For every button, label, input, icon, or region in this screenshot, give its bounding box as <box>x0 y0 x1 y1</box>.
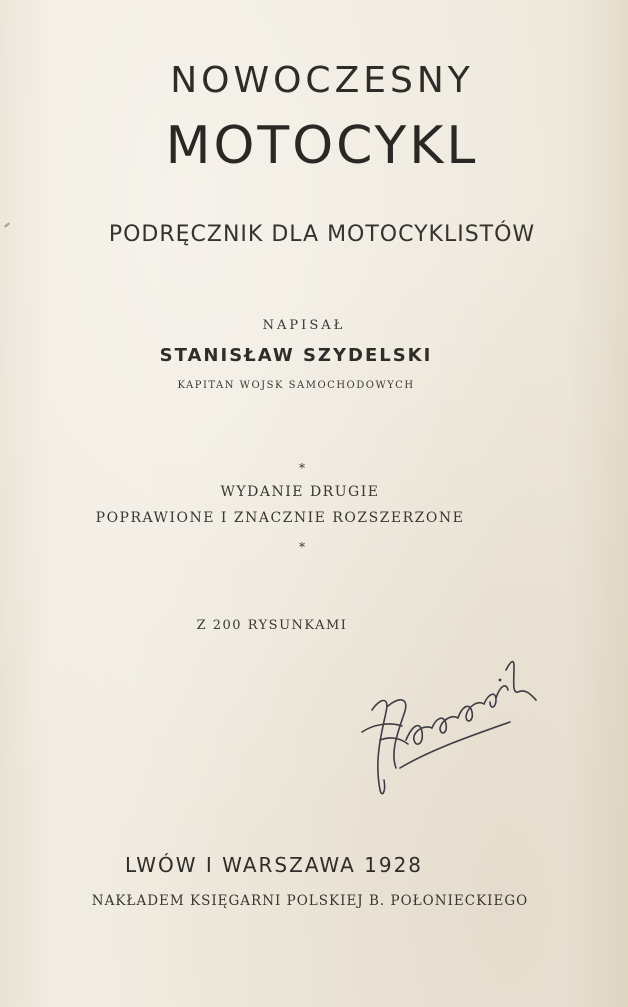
subtitle: PODRĘCZNIK DLA MOTOCYKLISTÓW <box>108 222 536 247</box>
handwritten-signature-icon <box>350 640 540 810</box>
edition-line-2: POPRAWIONE I ZNACZNIE ROZSZERZONE <box>95 510 465 526</box>
title-line-2: MOTOCYKL <box>165 116 479 176</box>
author-rank: KAPITAN WOJSK SAMOCHODOWYCH <box>177 380 415 391</box>
publisher: NAKŁADEM KSIĘGARNI POLSKIEJ B. POŁONIECKIEGO <box>91 893 529 909</box>
place-and-year: LWÓW I WARSZAWA 1928 <box>124 853 424 877</box>
byline-label: NAPISAŁ <box>262 318 346 333</box>
edition-line-1: WYDANIE DRUGIE <box>220 484 380 500</box>
ornament-star-top: * <box>299 461 305 475</box>
author-name: STANISŁAW SZYDELSKI <box>159 345 433 366</box>
illustrations-note: Z 200 RYSUNKAMI <box>196 618 348 633</box>
ornament-star-bottom: * <box>299 540 305 554</box>
title-line-1: NOWOCZESNY <box>170 60 474 101</box>
